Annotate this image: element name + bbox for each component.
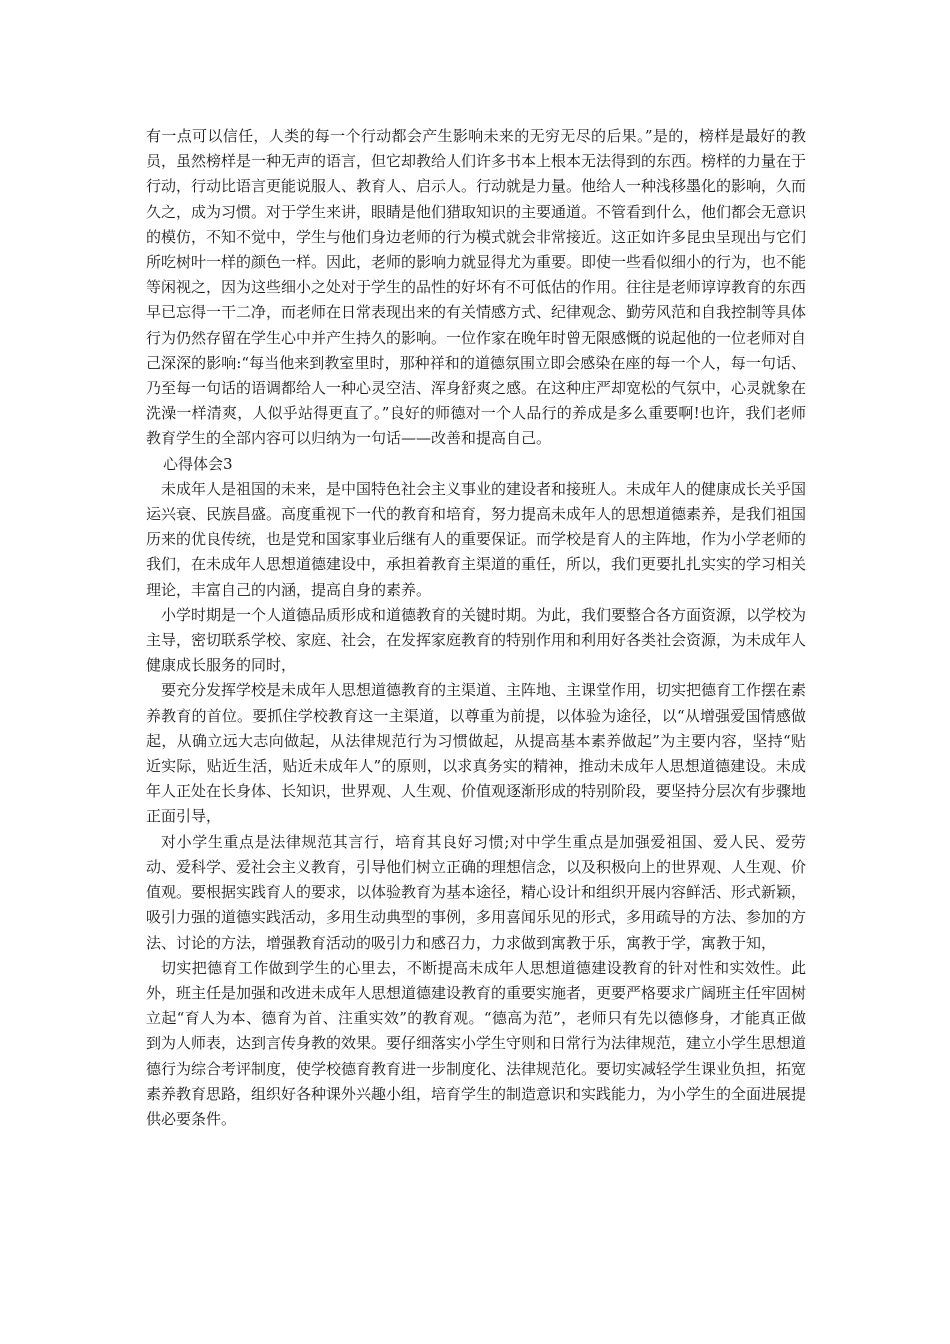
paragraph: 对小学生重点是法律规范其言行，培育其良好习惯;对中学生重点是加强爱祖国、爱人民、爱劳动、爱科学、爱社会主义教育，引导他们树立正确的理想信念，以及积极向上的世界观、人生观、价值观。要根据实践育人的要求，以体验教育为基本途径，精心设计和组织开展内容鲜活、形式新颖，吸引力强的道德实践活动，多用生动典型的事例，多用喜闻乐见的形式，多用疏导的方法、参加的方法、讨论的方法，增强教育活动的吸引力和感召力，力求做到寓教于乐，寓教于学，寓教于知，	[146, 832, 807, 952]
paragraph: 小学时期是一个人道德品质形成和道德教育的关键时期。为此，我们要整合各方面资源，以学校为主导，密切联系学校、家庭、社会，在发挥家庭教育的特别作用和利用好各类社会资源，为未成年人健康成长服务的同时，	[146, 605, 807, 675]
paragraph-continuation: 有一点可以信任，人类的每一个行动都会产生影响未来的无穷无尽的后果。”是的，榜样是最好的教员，虽然榜样是一种无声的语言，但它却教给人们许多书本上根本无法得到的东西。榜样的力量在于行动，行动比语言更能说服人、教育人、启示人。行动就是力量。他给人一种浅移墨化的影响，久而久之，成为习惯。对于学生来讲，眼睛是他们猎取知识的主要通道。不管看到什么，他们都会无意识的模仿，不知不觉中，学生与他们身边老师的行为模式就会非常接近。这正如许多昆虫呈现出与它们所吃树叶一样的颜色一样。因此，老师的影响力就显得尤为重要。即使一些看似细小的行为，也不能等闲视之，因为这些细小之处对于学生的品性的好坏有不可低估的作用。往往是老师谆谆教育的东西早已忘得一干二净，而老师在日常表现出来的有关情感方式、纪律观念、勤劳风范和自我控制等具体行为仍然存留在学生心中并产生持久的影响。一位作家在晚年时曾无限感慨的说起他的一位老师对自己深深的影响:“每当他来到教室里时，那种祥和的道德氛围立即会感染在座的每一个人，每一句话、乃至每一句话的语调都给人一种心灵空洁、浑身舒爽之感。在这种庄严却宽松的气氛中，心灵就象在洗澡一样清爽，人似乎站得更直了。”良好的师德对一个人品行的养成是多么重要啊!也许，我们老师教育学生的全部内容可以归纳为一句话——改善和提高自己。	[146, 127, 807, 448]
section-heading: 心得体会3	[163, 454, 233, 473]
paragraph: 切实把德育工作做到学生的心里去，不断提高未成年人思想道德建设教育的针对性和实效性。此外，班主任是加强和改进未成年人思想道德建设教育的重要实施者，更要严格要求广阔班主任牢固树立起“育人为本、德育为首、注重实效”的教育观。“德高为范”，老师只有先以德修身，才能真正做到为人师表，达到言传身教的效果。要仔细落实小学生守则和日常行为法律规范，建立小学生思想道德行为综合考评制度，使学校德育教育进一步制度化、法律规范化。要切实减轻学生课业负担，拓宽素养教育思路，组织好各种课外兴趣小组，培育学生的制造意识和实践能力，为小学生的全面进展提供必要条件。	[146, 958, 807, 1128]
paragraph: 未成年人是祖国的未来，是中国特色社会主义事业的建设者和接班人。未成年人的健康成长关乎国运兴衰、民族昌盛。高度重视下一代的教育和培育，努力提高未成年人的思想道德素养，是我们祖国历来的优良传统，也是党和国家事业后继有人的重要保证。而学校是育人的主阵地，作为小学老师的我们，在未成年人思想道德建设中，承担着教育主渠道的重任，所以，我们更要扎扎实实的学习相关理论，丰富自己的内涵，提高自身的素养。	[146, 479, 807, 599]
paragraph: 要充分发挥学校是未成年人思想道德教育的主渠道、主阵地、主课堂作用，切实把德育工作摆在素养教育的首位。要抓住学校教育这一主渠道，以尊重为前提，以体验为途径，以“从增强爱国情感做起，从确立远大志向做起，从法律规范行为习惯做起，从提高基本素养做起”为主要内容，坚持“贴近实际，贴近生活，贴近未成年人”的原则，以求真务实的精神，推动未成年人思想道德建设。未成年人正处在长身体、长知识，世界观、人生观、价值观逐渐形成的特别阶段，要坚持分层次有步骤地正面引导，	[146, 681, 807, 826]
document-body	[146, 124, 806, 1132]
